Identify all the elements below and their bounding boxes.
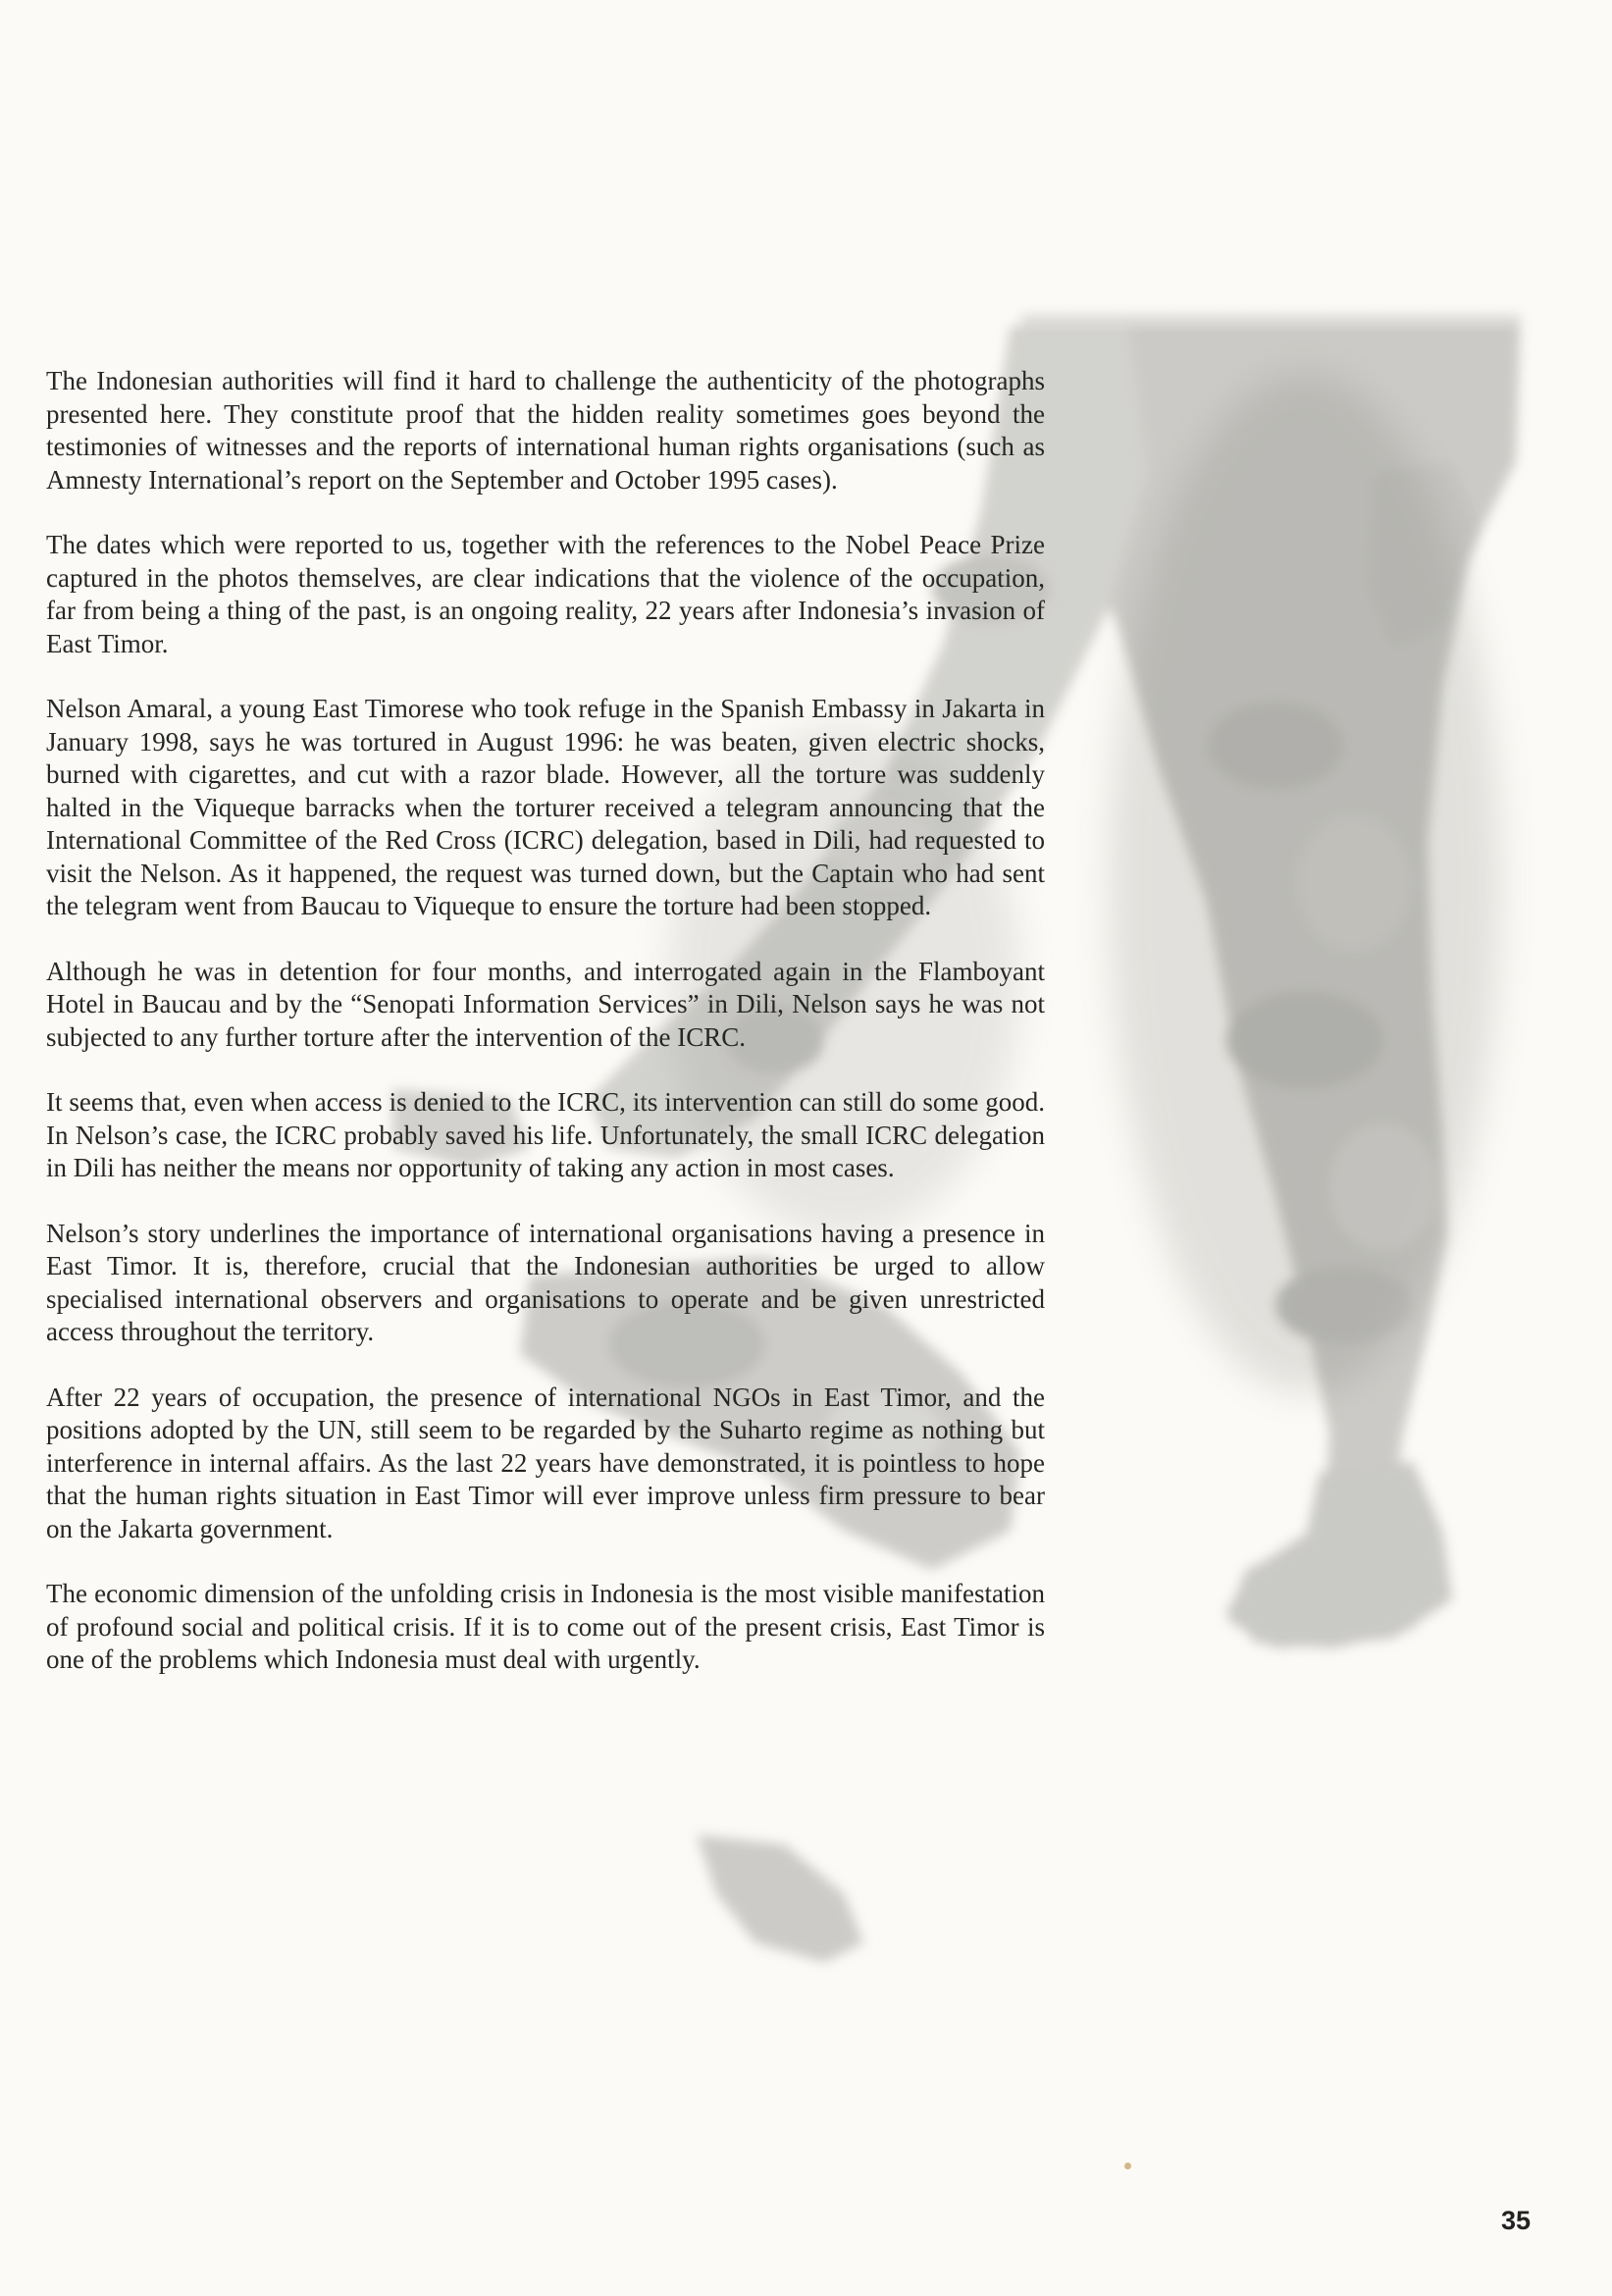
print-speck (1124, 2163, 1131, 2169)
paragraph-6: Nelson’s story underlines the importance of international organisations having a presence in East Timor. It is, therefore, crucial that the Indonesian authorities be urged to allow specialised international observers and organisations to operate and be given unrestricted access throughout the territory. (46, 1218, 1045, 1346)
paragraph-5: It seems that, even when access is denied to the ICRC, its intervention can still do some good. In Nelson’s case, the ICRC probably saved his life. Unfortunately, the small ICRC delegation in Dili has neither the means nor opportunity of taking any action in most cases. (46, 1087, 1045, 1182)
paragraph-4: Although he was in detention for four months, and interrogated again in the Flamboyant Hotel in Baucau and by the “Senopati Information Services” in Dili, Nelson says he was not subjected to any further torture after the intervention of the ICRC. (46, 956, 1045, 1052)
page-number: 35 (1500, 2206, 1531, 2235)
article-body (46, 365, 1045, 1709)
paragraph-1: The Indonesian authorities will find it hard to challenge the authenticity of the photographs presented here. They constitute proof that the hidden reality sometimes goes beyond the testimonies of witnesses and the reports of international human rights organisations (such as Amnesty International’s report on the September and October 1995 cases). (46, 366, 1045, 495)
paragraph-7: After 22 years of occupation, the presence of international NGOs in East Timor, and the positions adopted by the UN, still seem to be regarded by the Suharto regime as nothing but interference in internal affairs. As the last 22 years have demonstrated, it is pointless to hope that the human rights situation in East Timor will ever improve unless firm pressure to bear on the Jakarta government. (46, 1382, 1045, 1543)
paragraph-2: The dates which were reported to us, together with the references to the Nobel Peace Prize captured in the photos themselves, are clear indications that the violence of the occupation, far from being a thing of the past, is an ongoing reality, 22 years after Indonesia’s invasion of East Timor. (46, 530, 1045, 658)
paragraph-8: The economic dimension of the unfolding crisis in Indonesia is the most visible manifestation of profound social and political crisis. If it is to come out of the present crisis, East Timor is one of the problems which Indonesia must deal with urgently. (46, 1579, 1045, 1674)
paragraph-3: Nelson Amaral, a young East Timorese who took refuge in the Spanish Embassy in Jakarta in January 1998, says he was tortured in August 1996: he was beaten, given electric shocks, burned with cigarettes, and cut with a razor blade. However, all the torture was suddenly halted in the Viqueque barracks when the torturer received a telegram announcing that the International Committee of the Red Cross (ICRC) delegation, based in Dili, had requested to visit the Nelson. As it happened, the request was turned down, but the Captain who had sent the telegram went from Baucau to Viqueque to ensure the torture had been stopped. (46, 694, 1045, 920)
